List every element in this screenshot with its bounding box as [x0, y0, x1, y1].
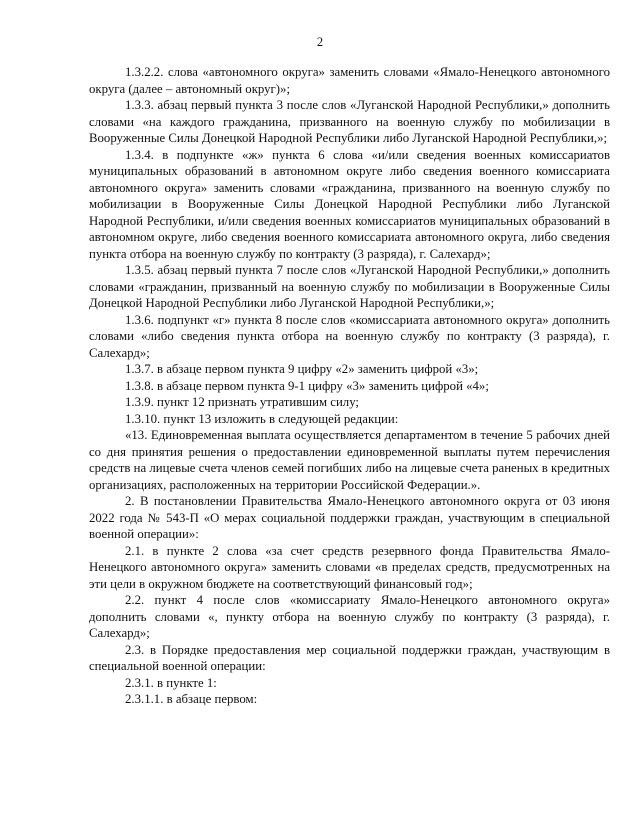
- paragraph-2-3: 2.3. в Порядке предоставления мер социальной поддержки граждан, участвующим в специальной военной операции:: [89, 642, 610, 673]
- paragraph-2-2: 2.2. пункт 4 после слов «комиссариату Ямало-Ненецкого автономного округа» дополнить словами «, пункту отбора на военную службу по контракту (3 разряда), г. Салехард»;: [89, 593, 610, 640]
- paragraph-quoted-item-13: «13. Единовременная выплата осуществляется департаментом в течение 5 рабочих дней со дня принятия решения о предоставлении единовременной выплаты путем перечисления средств на лицевые счета членов семей погибших либо на лицевые счета раненых в кредитных организациях, расположенных на территории Российской Федерации.».: [89, 428, 610, 492]
- paragraph-2: 2. В постановлении Правительства Ямало-Ненецкого автономного округа от 03 июня 2022 года № 543-П «О мерах социальной поддержки граждан, участвующим в специальной военной операции»:: [89, 494, 610, 541]
- paragraph-1-3-4: 1.3.4. в подпункте «ж» пункта 6 слова «и/или сведения военных комиссариатов муниципальных образований в автономном округе либо сведения военного комиссариата автономного округа» заменить словами «гражданина, призванного на военную службу по мобилизации в Вооруженные Силы Донецкой Народной Республики либо Луганской Народной Республики, и/или сведения военных комиссариатов муниципальных образований в автономном округе, либо сведения военного комиссариата автономного округа, либо сведения пункта отбора на военную службу по контракту (3 разряда), г. Салехард»;: [89, 147, 610, 261]
- paragraph-1-3-6: 1.3.6. подпункт «г» пункта 8 после слов «комиссариата автономного округа» дополнить словами «либо сведения пункта отбора на военную службу по контракту (3 разряда), г. Салехард»;: [89, 312, 610, 360]
- paragraph-1-3-3: 1.3.3. абзац первый пункта 3 после слов «Луганской Народной Республики,» дополнить словами «на каждого гражданина, призванного на военную службу по мобилизации в Вооруженные Силы Донецкой Народной Республики либо Луганской Народной Республики,»;: [89, 98, 610, 145]
- paragraph-1-3-10: 1.3.10. пункт 13 изложить в следующей редакции:: [125, 411, 399, 426]
- paragraph-2-3-1: 2.3.1. в пункте 1:: [125, 675, 217, 690]
- paragraph-1-3-7: 1.3.7. в абзаце первом пункта 9 цифру «2» заменить цифрой «3»;: [125, 362, 479, 376]
- page-number: 2: [316, 35, 324, 49]
- paragraph-1-3-9: 1.3.9. пункт 12 признать утратившим силу;: [125, 395, 359, 409]
- document-body: [89, 64, 610, 708]
- paragraph-1-3-8: 1.3.8. в абзаце первом пункта 9-1 цифру «3» заменить цифрой «4»;: [125, 378, 489, 393]
- paragraph-2-3-1-1: 2.3.1.1. в абзаце первом:: [125, 692, 258, 706]
- paragraph-2-1: 2.1. в пункте 2 слова «за счет средств резервного фонда Правительства Ямало-Ненецкого автономного округа» заменить словами «в пределах средств, предусмотренных на эти цели в окружном бюджете на соответствующий финансовый год»;: [89, 543, 610, 591]
- paragraph-1-3-2-2: 1.3.2.2. слова «автономного округа» заменить словами «Ямало-Ненецкого автономного округа (далее – автономный округ)»;: [89, 65, 610, 96]
- paragraph-1-3-5: 1.3.5. абзац первый пункта 7 после слов «Луганской Народной Республики,» дополнить словами «гражданин, призванный на военную службу по мобилизации в Вооруженные Силы Донецкой Народной Республики либо Луганской Народной Республики,»;: [89, 263, 610, 310]
